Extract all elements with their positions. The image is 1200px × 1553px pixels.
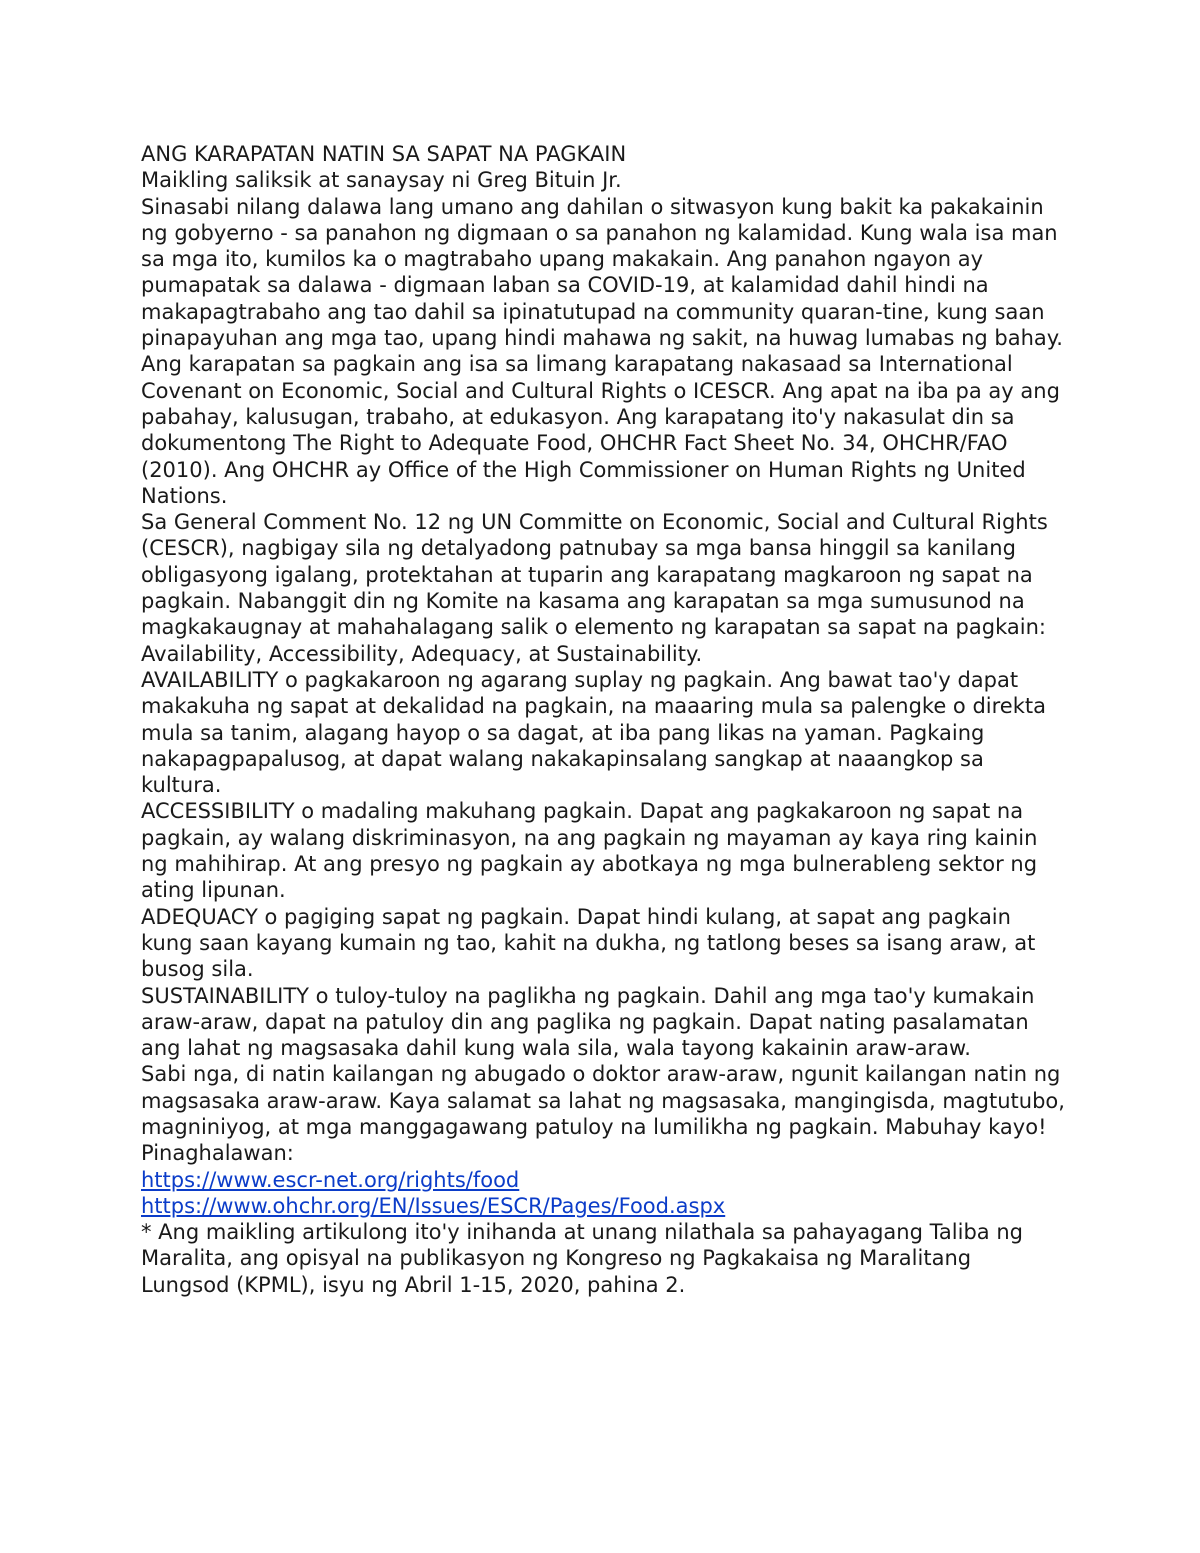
reference-link-escr-net[interactable]: https://www.escr-net.org/rights/food <box>141 1167 520 1192</box>
paragraph-sustainability: SUSTAINABILITY o tuloy-tuloy na paglikha ng pagkain. Dahil ang mga tao'y kumakain araw-araw, dapat na patuloy din ang paglika ng pagkain. Dapat nating pasalamatan ang lahat ng magsasaka dahil kung wala sila, wala tayong kakainin araw-araw. <box>141 983 1035 1061</box>
paragraph-availability: AVAILABILITY o pagkakaroon ng agarang suplay ng pagkain. Ang bawat tao'y dapat makakuha ng sapat at dekalidad na pagkain, na maaaring mula sa palengke o direkta mula sa tanim, alagang hayop o sa dagat, at iba pang likas na yaman. Pagkaing nakapagpapalusog, at dapat walang nakakapinsalang sangkap at naaangkop sa kultura. <box>141 667 1046 798</box>
paragraph-intro: Sinasabi nilang dalawa lang umano ang dahilan o sitwasyon kung bakit ka pakakainin ng gobyerno - sa panahon ng digmaan o sa panahon ng kalamidad. Kung wala isa man sa mga ito, kumilos ka o magtrabaho upang makakain. Ang panahon ngayon ay pumapatak sa dalawa - digmaan laban sa COVID-19, at kalamidad dahil hindi na makapagtrabaho ang tao dahil sa ipinatutupad na community quaran-tine, kung saan pinapayuhan ang mga tao, upang hindi mahawa ng sakit, na huwag lumabas ng bahay. <box>141 194 1063 351</box>
document-byline: Maikling saliksik at sanaysay ni Greg Bituin Jr. <box>141 168 622 193</box>
document-title: ANG KARAPATAN NATIN SA SAPAT NA PAGKAIN <box>141 142 627 166</box>
footnote: * Ang maikling artikulong ito'y inihanda at unang nilathala sa pahayagang Taliba ng Maralita, ang opisyal na publikasyon ng Kongreso ng Pagkakaisa ng Maralitang Lungsod (KPML), isyu ng Abril 1-15, 2020, pahina 2. <box>141 1220 1023 1297</box>
document-body <box>141 141 1066 1298</box>
reference-link-ohchr[interactable]: https://www.ohchr.org/EN/Issues/ESCR/Pages/Food.aspx <box>141 1193 726 1218</box>
paragraph-accessibility: ACCESSIBILITY o madaling makuhang pagkain. Dapat ang pagkakaroon ng sapat na pagkain, ay walang diskriminasyon, na ang pagkain ng mayaman ay kaya ring kainin ng mahihirap. At ang presyo ng pagkain ay abotkaya ng mga bulnerableng sektor ng ating lipunan. <box>141 799 1038 903</box>
paragraph-icescr: Ang karapatan sa pagkain ang isa sa limang karapatang nakasaad sa International Covenant on Economic, Social and Cultural Rights o ICESCR. Ang apat na iba pa ay ang pabahay, kalusugan, trabaho, at edukasyon. Ang karapatang ito'y nakasulat din sa dokumentong The Right to Adequate Food, OHCHR Fact Sheet No. 34, OHCHR/FAO (2010). Ang OHCHR ay Office of the High Commissioner on Human Rights ng United Nations. <box>141 352 1060 508</box>
paragraph-adequacy: ADEQUACY o pagiging sapat ng pagkain. Dapat hindi kulang, at sapat ang pagkain kung saan kayang kumain ng tao, kahit na dukha, ng tatlong beses sa isang araw, at busog sila. <box>141 904 1036 982</box>
paragraph-general-comment: Sa General Comment No. 12 ng UN Committe on Economic, Social and Cultural Rights (CESCR), nagbigay sila ng detalyadong patnubay sa mga bansa hinggil sa kanilang obligasyong igalang, protektahan at tuparin ang karapatang magkaroon ng sapat na pagkain. Nabanggit din ng Komite na kasama ang karapatan sa mga sumusunod na magkakaugnay at mahahalagang salik o elemento ng karapatan sa sapat na pagkain: Availability, Accessibility, Adequacy, at Sustainability. <box>141 510 1048 666</box>
references-heading: Pinaghalawan: <box>141 1141 294 1166</box>
paragraph-closing: Sabi nga, di natin kailangan ng abugado o doktor araw-araw, ngunit kailangan natin ng magsasaka araw-araw. Kaya salamat sa lahat ng magsasaka, mangingisda, magtutubo, magniniyog, at mga manggagawang patuloy na lumilikha ng pagkain. Mabuhay kayo! <box>141 1062 1065 1139</box>
